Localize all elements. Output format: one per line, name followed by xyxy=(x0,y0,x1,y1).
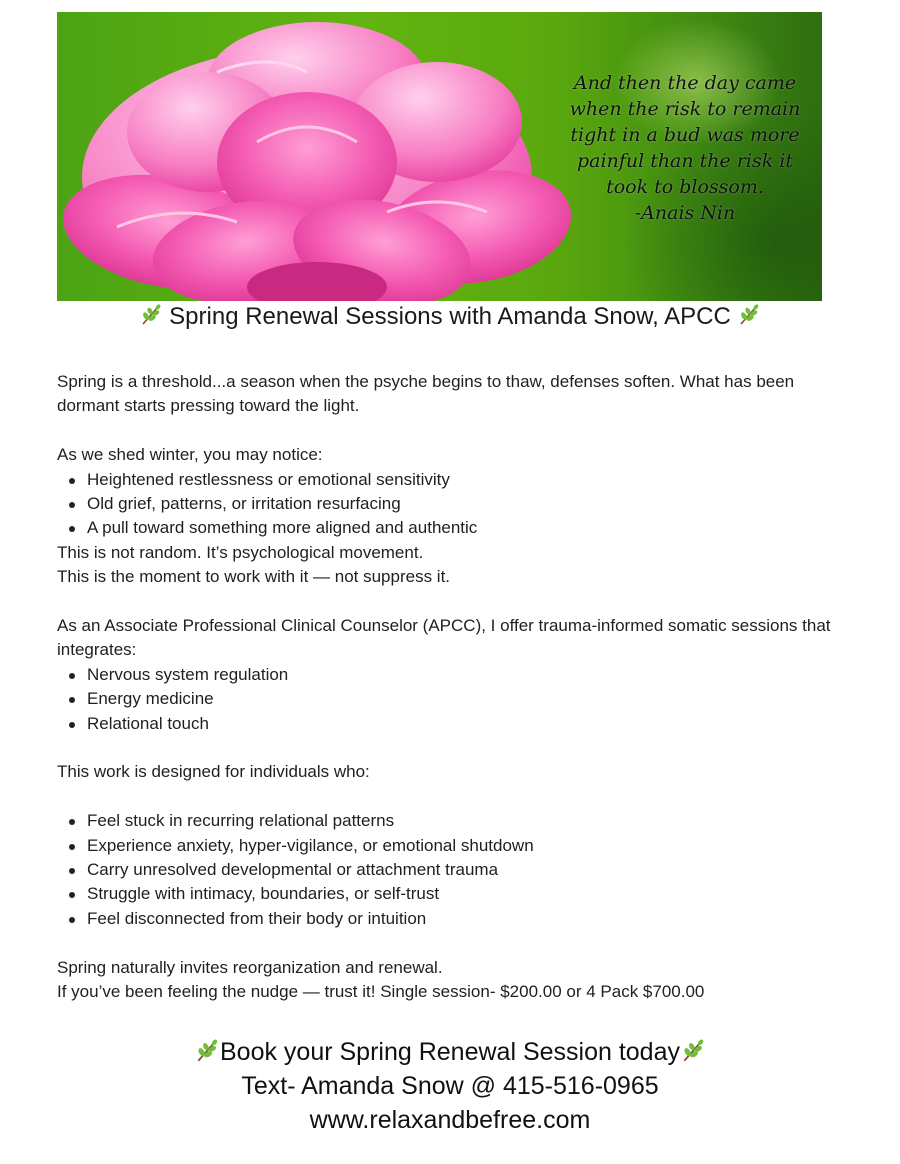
list-item: Energy medicine xyxy=(57,687,857,711)
quote-line: took to blossom. xyxy=(606,176,764,198)
closing-line: Spring naturally invites reorganization and renewal. xyxy=(57,957,443,977)
notice-statement: This is not random. It’s psychological movement. xyxy=(57,542,424,562)
notice-statement: This is the moment to work with it — not suppress it. xyxy=(57,567,451,587)
website-link[interactable]: www.relaxandbefree.com xyxy=(309,1106,591,1134)
quote-line: painful than the risk it xyxy=(577,150,793,172)
audience-list xyxy=(57,809,857,931)
list-item: Relational touch xyxy=(57,712,857,736)
list-item: Nervous system regulation xyxy=(57,663,857,687)
offer-list xyxy=(57,663,857,736)
list-item: Feel stuck in recurring relational patterns xyxy=(57,809,857,833)
hero-banner xyxy=(57,12,822,301)
pricing-line: If you’ve been feeling the nudge — trust it! Single session- $200.00 or 4 Pack $700.00 xyxy=(57,982,705,1002)
herb-sprig-icon xyxy=(194,1038,220,1064)
book-line xyxy=(0,1035,900,1069)
list-item: Feel disconnected from their body or intuition xyxy=(57,907,857,931)
flyer-body xyxy=(57,370,857,1004)
book-text: Book your Spring Renewal Session today xyxy=(220,1038,680,1066)
notice-list xyxy=(57,468,857,541)
quote-line: tight in a bud was more xyxy=(570,124,800,146)
list-item: Struggle with intimacy, boundaries, or self-trust xyxy=(57,882,857,906)
list-item: Carry unresolved developmental or attachment trauma xyxy=(57,858,857,882)
list-item: Old grief, patterns, or irritation resurfacing xyxy=(57,492,857,516)
intro-paragraph: Spring is a threshold...a season when the psyche begins to thaw, defenses soften. What has been dormant starts pressing toward the light. xyxy=(57,372,795,416)
audience-lead: This work is designed for individuals who: xyxy=(57,762,370,782)
quote-attribution: -Anais Nin xyxy=(634,202,736,224)
list-item: A pull toward something more aligned and authentic xyxy=(57,516,857,540)
contact-phone: Text- Amanda Snow @ 415-516-0965 xyxy=(241,1072,659,1100)
page-title xyxy=(0,300,900,334)
quote-line: And then the day came xyxy=(573,72,797,94)
offer-lead: As an Associate Professional Clinical Counselor (APCC), I offer trauma-informed somatic sessions that integrates: xyxy=(57,616,831,660)
list-item: Experience anxiety, hyper-vigilance, or emotional shutdown xyxy=(57,834,857,858)
call-to-action xyxy=(0,1035,900,1137)
herb-sprig-icon xyxy=(139,303,163,327)
quote-line: when the risk to remain xyxy=(569,98,801,120)
list-item: Heightened restlessness or emotional sensitivity xyxy=(57,468,857,492)
herb-sprig-icon xyxy=(680,1038,706,1064)
anais-nin-quote xyxy=(535,70,822,226)
notice-lead: As we shed winter, you may notice: xyxy=(57,445,323,465)
herb-sprig-icon xyxy=(737,303,761,327)
title-text: Spring Renewal Sessions with Amanda Snow, APCC xyxy=(169,303,731,330)
